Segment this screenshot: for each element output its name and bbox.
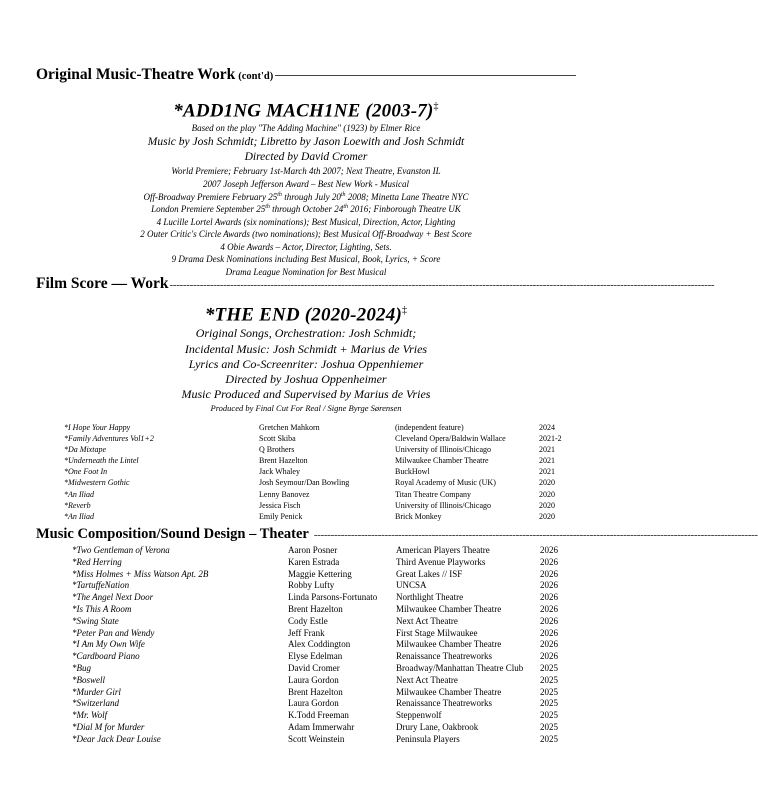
credit-title: *Mr. Wolf [72, 710, 108, 721]
credit-title: *Peter Pan and Wendy [72, 627, 155, 638]
credit-year: 2026 [540, 545, 558, 555]
credit-director: Emily Penick [259, 511, 303, 521]
credit-director: Jessica Fisch [259, 500, 301, 510]
credit-year: 2026 [540, 568, 558, 579]
credit-row [72, 592, 572, 604]
credit-year: 2026 [540, 592, 558, 603]
section-title-suffix: (cont'd) [238, 71, 274, 82]
work-line: Music Produced and Supervised by Marius de Vries [181, 387, 431, 402]
work-line: Directed by Joshua Oppenheimer [225, 371, 387, 386]
work-title [0, 96, 612, 122]
credit-row [72, 569, 572, 581]
credit-director: Linda Parsons-Fortunato [288, 592, 378, 603]
credit-director: Cody Estle [288, 615, 328, 626]
credit-year: 2021 [539, 467, 555, 477]
credit-venue: Broadway/Manhattan Theatre Club [396, 662, 524, 673]
credit-year: 2024 [539, 423, 555, 432]
credit-row [72, 616, 572, 628]
credit-venue: Steppenwolf [396, 710, 442, 721]
credit-venue: Great Lakes // ISF [396, 568, 463, 579]
work-line: 2 Outer Critic's Circle Awards (two nominations); Best Musical Off-Broadway + Best Score [140, 229, 472, 240]
credit-row [64, 467, 574, 478]
credit-year: 2021-2 [539, 434, 562, 444]
credit-row [72, 580, 572, 592]
credit-year: 2026 [540, 615, 558, 626]
credit-title: *One Foot In [64, 467, 108, 477]
credit-director: Laura Gordon [288, 698, 339, 709]
credit-row [64, 445, 574, 456]
credit-venue: University of Illinois/Chicago [395, 445, 491, 455]
work-line: Based on the play "The Adding Machine" (1923) by Elmer Rice [191, 123, 421, 134]
credit-title: *I Am My Own Wife [72, 639, 145, 650]
credit-venue: Third Avenue Playworks [396, 556, 486, 567]
credit-title: *Is This A Room [72, 603, 132, 614]
credit-title: *TartuffeNation [72, 580, 130, 591]
credit-year: 2021 [539, 445, 555, 455]
work-the-end [0, 300, 612, 414]
credit-year: 2026 [540, 627, 558, 638]
credit-director: Gretchen Mahkorn [259, 423, 320, 432]
credit-director: Jack Whaley [259, 467, 300, 477]
credit-row [72, 675, 572, 687]
credit-director: Scott Skiba [259, 434, 296, 444]
credit-row [72, 604, 572, 616]
credit-venue: Royal Academy of Music (UK) [395, 478, 496, 488]
credit-year: 2021 [539, 456, 555, 466]
section-title: Original Music-Theatre Work [36, 66, 236, 83]
credit-row [64, 456, 574, 467]
section-heading-music-theatre [36, 66, 576, 86]
credit-title: *I Hope Your Happy [64, 423, 131, 432]
credit-title: *Swing State [72, 615, 119, 626]
credit-year: 2020 [539, 478, 555, 488]
credit-director: Robby Lufty [288, 580, 335, 591]
credit-row [64, 434, 574, 445]
work-title-text: *ADD1NG MACH1NE (2003-7) [173, 100, 434, 122]
credit-title: *Dear Jack Dear Louise [72, 733, 161, 744]
credit-director: Alex Coddington [288, 639, 351, 650]
section-title: Music Composition/Sound Design – Theater [36, 526, 309, 542]
credit-venue: Next Act Theatre [396, 674, 458, 685]
work-line: Produced by Final Cut For Real / Signe Byrge Sørensen [210, 403, 402, 414]
work-line: Original Songs, Orchestration: Josh Schmidt; [195, 326, 417, 341]
credit-row [72, 628, 572, 640]
credit-director: Josh Seymour/Dan Bowling [259, 478, 350, 488]
credit-title: *An Iliad [64, 511, 94, 521]
credit-director: Lenny Banovez [259, 489, 310, 499]
credit-row [72, 734, 572, 746]
credit-year: 2020 [539, 489, 555, 499]
credit-year: 2026 [540, 556, 558, 567]
section-heading-film [36, 275, 715, 295]
credit-title: *Cardboard Piano [72, 651, 140, 662]
credit-title: *An Iliad [64, 489, 94, 499]
credit-row [64, 423, 574, 434]
credit-year: 2026 [540, 651, 558, 662]
credit-year: 2025 [540, 733, 558, 744]
section-heading-composition [36, 526, 758, 546]
credit-director: Laura Gordon [288, 674, 339, 685]
credit-director: K.Todd Freeman [288, 710, 349, 721]
credit-venue: First Stage Milwaukee [396, 627, 478, 638]
credit-director: Jeff Frank [288, 627, 325, 638]
credit-title: *The Angel Next Door [72, 592, 154, 603]
credit-row [72, 639, 572, 651]
work-line: Directed by David Cromer [244, 151, 368, 164]
credit-year: 2025 [540, 686, 558, 697]
work-adding-machine [0, 96, 612, 279]
work-line: Music by Josh Schmidt; Libretto by Jason Loewith and Josh Schmidt [147, 136, 465, 149]
work-line: World Premiere; February 1st-March 4th 2007; Next Theatre, Evanston IL [171, 166, 441, 177]
credit-row [72, 722, 572, 734]
credit-row [72, 698, 572, 710]
credit-year: 2025 [540, 662, 558, 673]
credit-venue: Next Act Theatre [396, 615, 458, 626]
dagger-mark: ‡ [433, 101, 439, 112]
credit-venue: Renaissance Theatreworks [396, 651, 493, 662]
work-line: 2007 Joseph Jefferson Award – Best New Work - Musical [203, 178, 409, 189]
credit-venue: BuckHowl [395, 467, 430, 477]
work-line: Lyrics and Co-Screenriter: Joshua Oppenhiemer [188, 356, 424, 371]
credit-director: Brent Hazelton [288, 686, 343, 697]
credit-venue: Renaissance Theatreworks [396, 698, 493, 709]
credit-row [64, 478, 574, 489]
work-line: Off-Broadway Premiere February 25th through July 20th 2008; Minetta Lane Theatre NYC [143, 191, 469, 202]
credit-year: 2025 [540, 710, 558, 721]
credit-row [64, 490, 574, 501]
credit-director: Scott Weinstein [288, 733, 345, 744]
credit-year: 2020 [539, 500, 555, 510]
credit-title: *Bug [72, 662, 91, 673]
credit-title: *Midwestern Gothic [64, 478, 130, 488]
credits-table-theater [72, 545, 572, 746]
credit-year: 2025 [540, 674, 558, 685]
credit-title: *Murder Girl [72, 686, 121, 697]
credit-year: 2026 [540, 603, 558, 614]
credit-title: *Two Gentleman of Verona [72, 545, 170, 555]
credit-venue: American Players Theatre [396, 545, 490, 555]
credit-year: 2020 [539, 511, 555, 521]
section-title: Film Score — Work [36, 275, 169, 292]
credits-table-film [64, 423, 574, 523]
credit-director: Maggie Kettering [288, 568, 352, 579]
work-title-text: *THE END (2020-2024) [204, 304, 402, 326]
credit-venue: Brick Monkey [395, 511, 442, 521]
credit-title: *Family Adventures Vol1+2 [64, 434, 154, 444]
credit-title: *Miss Holmes + Miss Watson Apt. 2B [72, 568, 209, 579]
credit-year: 2026 [540, 639, 558, 650]
credit-title: *Underneath the Lintel [64, 456, 139, 466]
work-line: Drama League Nomination for Best Musical [225, 267, 387, 278]
credit-venue: Peninsula Players [396, 733, 460, 744]
credit-venue: Northlight Theatre [396, 592, 464, 603]
credit-director: Q Brothers [259, 445, 295, 455]
credit-row [72, 687, 572, 699]
credit-title: *Switzerland [72, 698, 120, 709]
credit-venue: Titan Theatre Company [395, 489, 471, 499]
credit-row [72, 545, 572, 557]
credit-director: Brent Hazelton [288, 603, 343, 614]
work-line: Incidental Music: Josh Schmidt + Marius de Vries [184, 341, 428, 356]
credit-title: *Reverb [64, 500, 91, 510]
credit-year: 2025 [540, 721, 558, 732]
credit-director: David Cromer [288, 662, 340, 673]
credit-director: Elyse Edelman [288, 651, 343, 662]
credit-title: *Dial M for Murder [72, 721, 145, 732]
work-line: 9 Drama Desk Nominations including Best Musical, Book, Lyrics, + Score [171, 254, 441, 265]
credit-title: *Da Mixtape [64, 445, 106, 455]
credit-row [64, 512, 574, 523]
credit-venue: Milwaukee Chamber Theatre [396, 603, 502, 614]
credit-row [72, 651, 572, 663]
section-rule [275, 75, 576, 76]
credit-venue: UNCSA [396, 580, 427, 591]
credit-director: Aaron Posner [288, 545, 338, 555]
credit-row [64, 501, 574, 512]
credit-venue: Milwaukee Chamber Theatre [396, 686, 502, 697]
credit-director: Karen Estrada [288, 556, 340, 567]
credit-row [72, 663, 572, 675]
credit-venue: Milwaukee Chamber Theatre [395, 456, 489, 466]
credit-director: Brent Hazelton [259, 456, 308, 466]
work-line: London Premiere September 25th through October 24th 2016; Finborough Theatre UK [151, 204, 461, 215]
credit-row [72, 557, 572, 569]
credit-venue: (independent feature) [395, 423, 464, 432]
credit-venue: Drury Lane, Oakbrook [396, 721, 479, 732]
credit-title: *Boswell [72, 674, 105, 685]
section-dash-fill: ------------------------------------------------------------------------------------------------------------------------------------ [313, 529, 758, 541]
work-line: 4 Lucille Lortel Awards (six nominations); Best Musical, Direction, Actor, Lighting [156, 216, 456, 227]
credit-row [72, 710, 572, 722]
credit-venue: Milwaukee Chamber Theatre [396, 639, 502, 650]
credit-venue: University of Illinois/Chicago [395, 500, 491, 510]
credit-venue: Cleveland Opera/Baldwin Wallace [395, 434, 506, 444]
work-line: 4 Obie Awards – Actor, Director, Lighting, Sets. [220, 241, 392, 252]
section-dash-fill: ------------------------------------------------------------------------------------------------------------------------------------------------------------------ [169, 279, 715, 291]
credit-director: Adam Immerwahr [288, 721, 355, 732]
credit-year: 2025 [540, 698, 558, 709]
credit-year: 2026 [540, 580, 558, 591]
dagger-mark: ‡ [401, 305, 408, 316]
credit-title: *Red Herring [72, 556, 122, 567]
work-title [0, 300, 612, 326]
